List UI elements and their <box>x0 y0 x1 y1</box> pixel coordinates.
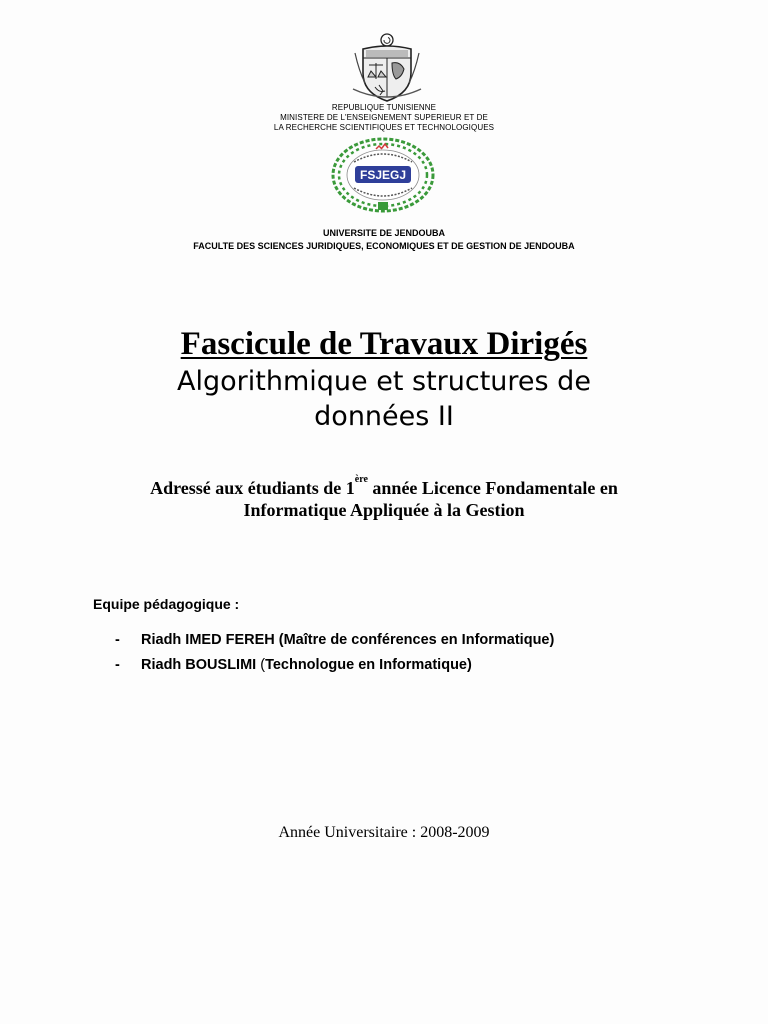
team-heading: Equipe pédagogique : <box>93 596 240 612</box>
header-ministry: MINISTERE DE L'ENSEIGNEMENT SUPERIEUR ET DE <box>280 113 488 122</box>
member-name: Riadh BOUSLIMI <box>141 657 257 673</box>
fsjegj-logo <box>330 136 436 214</box>
team-member-1 <box>115 632 554 648</box>
audience-sup: ère <box>354 474 368 485</box>
audience-pre: Adressé aux étudiants de 1 <box>150 478 355 498</box>
logo-text: FSJEGJ <box>359 168 407 182</box>
header-republic: REPUBLIQUE TUNISIENNE <box>331 103 437 112</box>
member-name: Riadh IMED FEREH <box>141 632 275 648</box>
page-title: Fascicule de Travaux Dirigés <box>180 326 588 362</box>
academic-year: Année Universitaire : 2008-2009 <box>278 824 490 841</box>
faculty-name: FACULTE DES SCIENCES JURIDIQUES, ECONOMIQUES ET DE GESTION DE JENDOUBA <box>193 241 575 251</box>
university-name: UNIVERSITE DE JENDOUBA <box>322 228 446 238</box>
header-research: LA RECHERCHE SCIENTIFIQUES ET TECHNOLOGIQUES <box>273 123 495 132</box>
bullet-dash: - <box>115 657 120 673</box>
subtitle-line-2: données II <box>314 401 454 432</box>
member-role: Technologue en Informatique) <box>265 657 472 673</box>
audience-post: année Licence Fondamentale en <box>367 478 618 498</box>
subtitle-line-1: Algorithmique et structures de <box>177 366 591 397</box>
member-role-paren: ( <box>256 657 266 673</box>
member-role: (Maître de conférences en Informatique) <box>274 632 555 648</box>
coat-of-arms-emblem <box>349 31 425 103</box>
audience-line-2: Informatique Appliquée à la Gestion <box>243 500 525 520</box>
team-member-2 <box>115 657 472 673</box>
bullet-dash: - <box>115 632 120 648</box>
audience-line-1 <box>0 474 768 499</box>
